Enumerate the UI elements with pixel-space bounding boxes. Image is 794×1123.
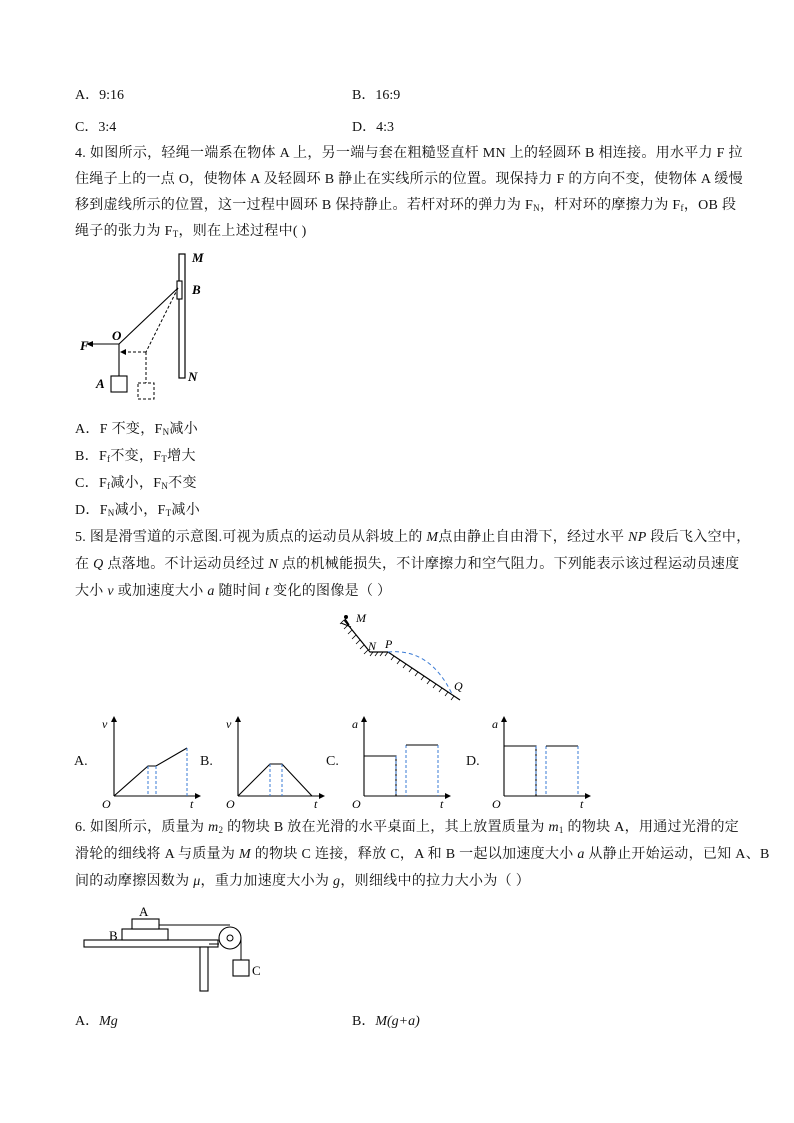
svg-text:t: t [314,797,318,810]
block-b [122,929,168,940]
svg-text:t: t [440,797,444,810]
q5-stem-line1: 5. 图是滑雪道的示意图.可视为质点的运动员从斜坡上的 M点由静止自由滑下，经过水平 NP 段后飞入空中， [75,530,751,545]
label-n: N [188,369,198,384]
q6-option-b: B．M(g+a) [352,1014,420,1029]
series-line [504,746,536,796]
label-q: Q [454,679,463,693]
q6-figure [78,900,278,996]
block-c [233,960,249,976]
label-b: B [109,928,118,943]
svg-text:t: t [190,797,194,810]
q6-option-a: A．Mg [75,1014,118,1029]
q3-option-b: B．16:9 [352,88,401,103]
table-top [84,940,218,947]
svg-text:v: v [226,717,232,731]
q5-option-a-label: A. [74,754,88,769]
rod-mn [179,254,185,378]
block-a-dashed [138,383,154,399]
q4-option-a: A．F 不变，$F_N$减小 [75,422,199,437]
svg-text:v: v [102,717,108,731]
q5-option-d-label: D. [466,754,480,769]
label-o: O [112,328,122,343]
q4-option-b: B．$F_f$不变，$F_T$增大 [75,449,196,464]
rope-ob [119,288,178,344]
q5-slope-figure [330,606,480,702]
label-f: F [80,338,89,353]
q4-stem-line4: 绳子的张力为 $F_T$，则在上述过程中( ) [75,224,307,239]
label-m: M [356,611,366,625]
label-a: A [139,904,149,919]
svg-text:a: a [492,717,498,731]
q4-option-c: C．$F_f$减小，$F_N$不变 [75,476,197,491]
label-p: P [385,637,393,651]
svg-text:O: O [352,797,361,810]
q6-stem-line3: 间的动摩擦因数为 μ，重力加速度大小为 g，则细线中的拉力大小为（ ） [75,874,531,889]
q3-option-d: D．4:3 [352,120,394,135]
q5-stem-line3: 大小 v 或加速度大小 a 随时间 t 变化的图像是（ ） [75,584,392,599]
q4-option-d: D．$F_N$减小，$F_T$减小 [75,503,201,518]
q3-option-a: A．9:16 [75,88,124,103]
q5-stem-line2: 在 Q 点落地。不计运动员经过 N 点的机械能损失，不计摩擦力和空气阻力。下列能表示该过程运动员速度 [75,557,740,572]
slope-line [344,620,460,700]
svg-text:O: O [226,797,235,810]
svg-text:t: t [580,797,584,810]
block-a [132,919,159,929]
block-a [111,376,127,392]
table-leg [200,947,208,991]
q6-stem-line2: 滑轮的细线将 A 与质量为 M 的物块 C 连接，释放 C，A 和 B 一起以加速度大小 a 从静止开始运动，已知 A、B [75,847,770,862]
label-b: B [192,282,201,297]
svg-text:O: O [102,797,111,810]
q5-graph-d [484,712,594,810]
label-m: M [192,250,204,265]
q4-stem-line2: 住绳子上的一点 O，使物体 A 及轻圆环 B 静止在实线所示的位置。现保持力 F 的方向不变，使物体 A 缓慢 [75,172,743,187]
q5-option-b-label: B. [200,754,213,769]
slope-hatching [340,620,454,700]
q4-stem-line1: 4. 如图所示，轻绳一端系在物体 A 上，另一端与套在粗糙竖直杆 MN 上的轻圆环 B 相连接。用水平力 F 拉 [75,146,743,161]
q5-graph-c [344,712,454,810]
q3-option-c: C．3:4 [75,120,117,135]
series-line [364,756,396,796]
ring-b [177,281,182,299]
q5-graph-a [94,712,204,810]
label-n: N [368,639,377,653]
q4-stem-line3: 移到虚线所示的位置，这一过程中圆环 B 保持静止。若杆对环的弹力为 $F_N$，杆对环的摩擦力为 $F_f$，OB 段 [75,198,737,213]
q6-stem-line1: 6. 如图所示，质量为 $m_2$ 的物块 B 放在光滑的水平桌面上，其上放置质量为 $m_1$ 的物块 A，用通过光滑的定 [75,820,740,835]
label-a: A [96,376,105,391]
label-c: C [252,963,261,978]
q5-option-c-label: C. [326,754,339,769]
svg-text:a: a [352,717,358,731]
q5-graph-b [218,712,328,810]
svg-text:O: O [492,797,501,810]
series-line [238,764,312,796]
series-line [114,748,187,796]
q4-figure [78,248,228,408]
rope-dashed [146,288,178,352]
